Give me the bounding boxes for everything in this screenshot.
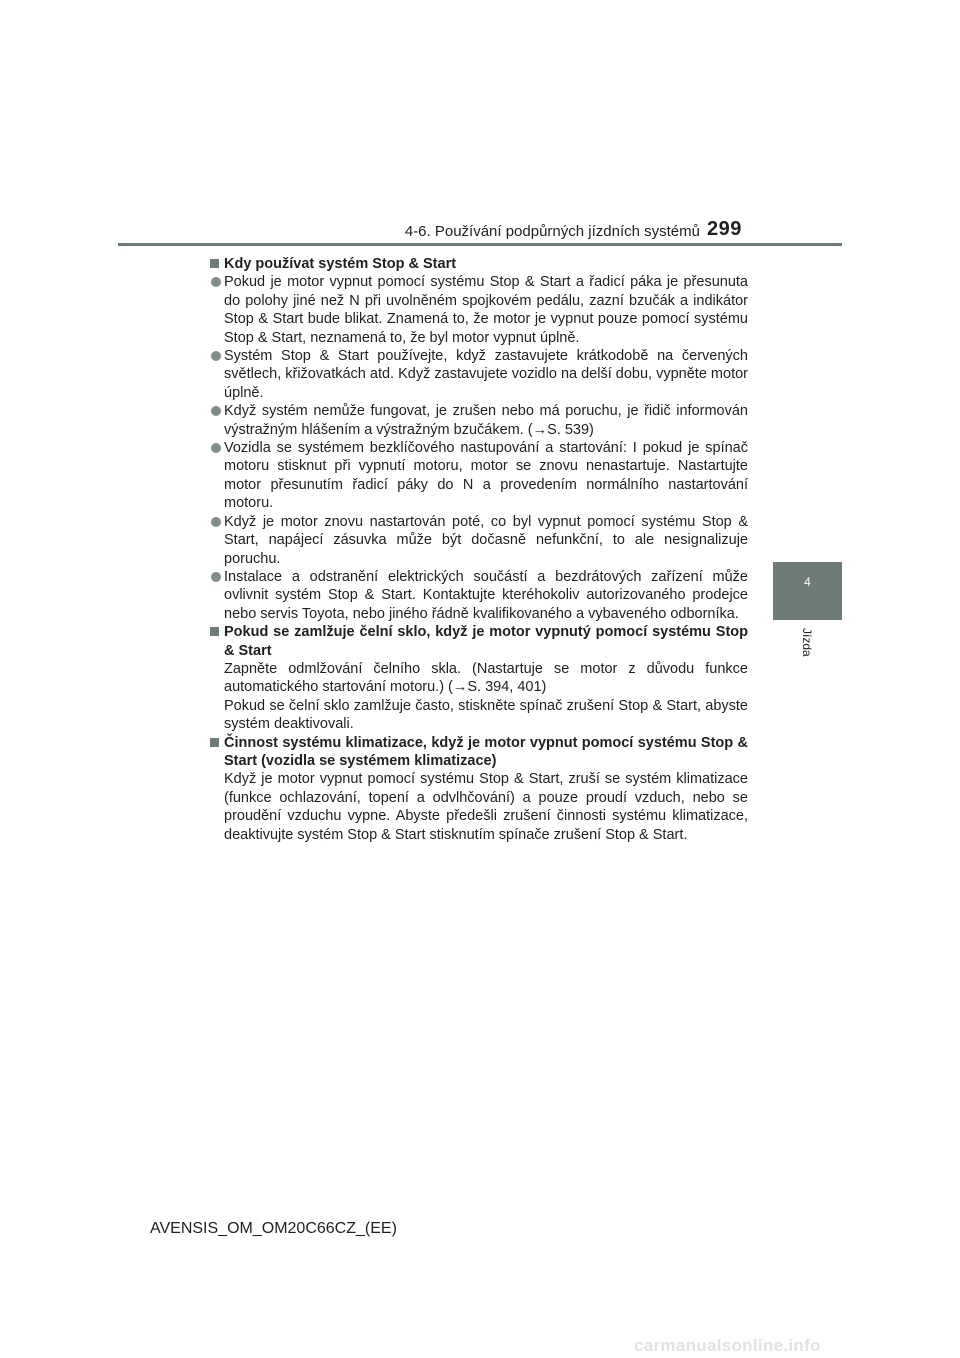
list-item: Pokud je motor vypnut pomocí systému Stop & Start a řadicí páka je přesunuta do polohy jiné než N při uvolněném spojkovém pedálu, zazní bzučák a indikátor Stop & Start bude blikat. Znamená to, že motor je vypnut pouze pomocí systému Stop & Start, neznamená to, že byl motor vypnut úplně. bbox=[210, 273, 748, 347]
section-heading: Činnost systému klimatizace, když je motor vypnut pomocí systému Stop & Start (vozidla se systémem klimatizace) bbox=[210, 734, 748, 771]
list-item: Když systém nemůže fungovat, je zrušen nebo má poruchu, je řidič informován výstražným hlášením a výstražným bzučákem. (→S. 539) bbox=[210, 402, 748, 439]
chapter-label: Jízda bbox=[800, 628, 814, 657]
list-item: Vozidla se systémem bezklíčového nastupování a startování: I pokud je spínač motoru stisknut při vypnutí motoru, motor se znovu nenastartuje. Nastartujte motor přesunutím řadicí páky do N a provedením normálního nastartování motoru. bbox=[210, 439, 748, 513]
square-bullet-icon bbox=[210, 738, 219, 747]
square-bullet-icon bbox=[210, 259, 219, 268]
page-number: 299 bbox=[707, 218, 742, 240]
list-item: Systém Stop & Start používejte, když zastavujete krátkodobě na červených světlech, křižovatkách atd. Když zastavujete vozidlo na delší dobu, vypněte motor úplně. bbox=[210, 347, 748, 402]
square-bullet-icon bbox=[210, 627, 219, 636]
list-item: Když je motor znovu nastartován poté, co byl vypnut pomocí systému Stop & Start, napájecí zásuvka může být dočasně nefunkční, to ale nesignalizuje poruchu. bbox=[210, 513, 748, 568]
circle-bullet-icon bbox=[211, 572, 221, 582]
circle-bullet-icon bbox=[211, 351, 221, 361]
section-title: 4-6. Používání podpůrných jízdních systémů bbox=[404, 223, 700, 240]
document-code: AVENSIS_OM_OM20C66CZ_(EE) bbox=[150, 1220, 397, 1237]
paragraph: Když je motor vypnut pomocí systému Stop & Start, zruší se systém klimatizace (funkce ochlazování, topení a odvlhčování) a pouze proudí vzduch, nebo se proudění vzduchu vypne. Abyste předešli zrušení činnosti systému klimatizace, deaktivujte systém Stop & Start stisknutím spínače zrušení Stop & Start. bbox=[224, 771, 748, 843]
chapter-tab[interactable] bbox=[773, 562, 842, 620]
circle-bullet-icon bbox=[211, 517, 221, 527]
header-rule bbox=[118, 243, 842, 246]
list-item: Instalace a odstranění elektrických součástí a bezdrátových zařízení může ovlivnit systém Stop & Start. Kontaktujte kteréhokoliv autorizovaného prodejce nebo servis Toyota, nebo jiného řádně kvalifikovaného a vybaveného odborníka. bbox=[210, 568, 748, 623]
main-content bbox=[210, 255, 748, 844]
circle-bullet-icon bbox=[211, 406, 221, 416]
paragraph: Pokud se čelní sklo zamlžuje často, stiskněte spínač zrušení Stop & Start, abyste systém deaktivovali. bbox=[224, 697, 748, 733]
section-heading: Pokud se zamlžuje čelní sklo, když je motor vypnutý pomocí systému Stop & Start bbox=[210, 623, 748, 660]
paragraph: Zapněte odmlžování čelního skla. (Nastartuje se motor z důvodu funkce automatického startování motoru.) (→S. 394, 401) bbox=[224, 660, 748, 696]
watermark: carmanualsonline.info bbox=[634, 1336, 821, 1355]
section-heading: Kdy používat systém Stop & Start bbox=[210, 255, 748, 273]
chapter-number: 4 bbox=[804, 575, 811, 589]
circle-bullet-icon bbox=[211, 277, 221, 287]
circle-bullet-icon bbox=[211, 443, 221, 453]
